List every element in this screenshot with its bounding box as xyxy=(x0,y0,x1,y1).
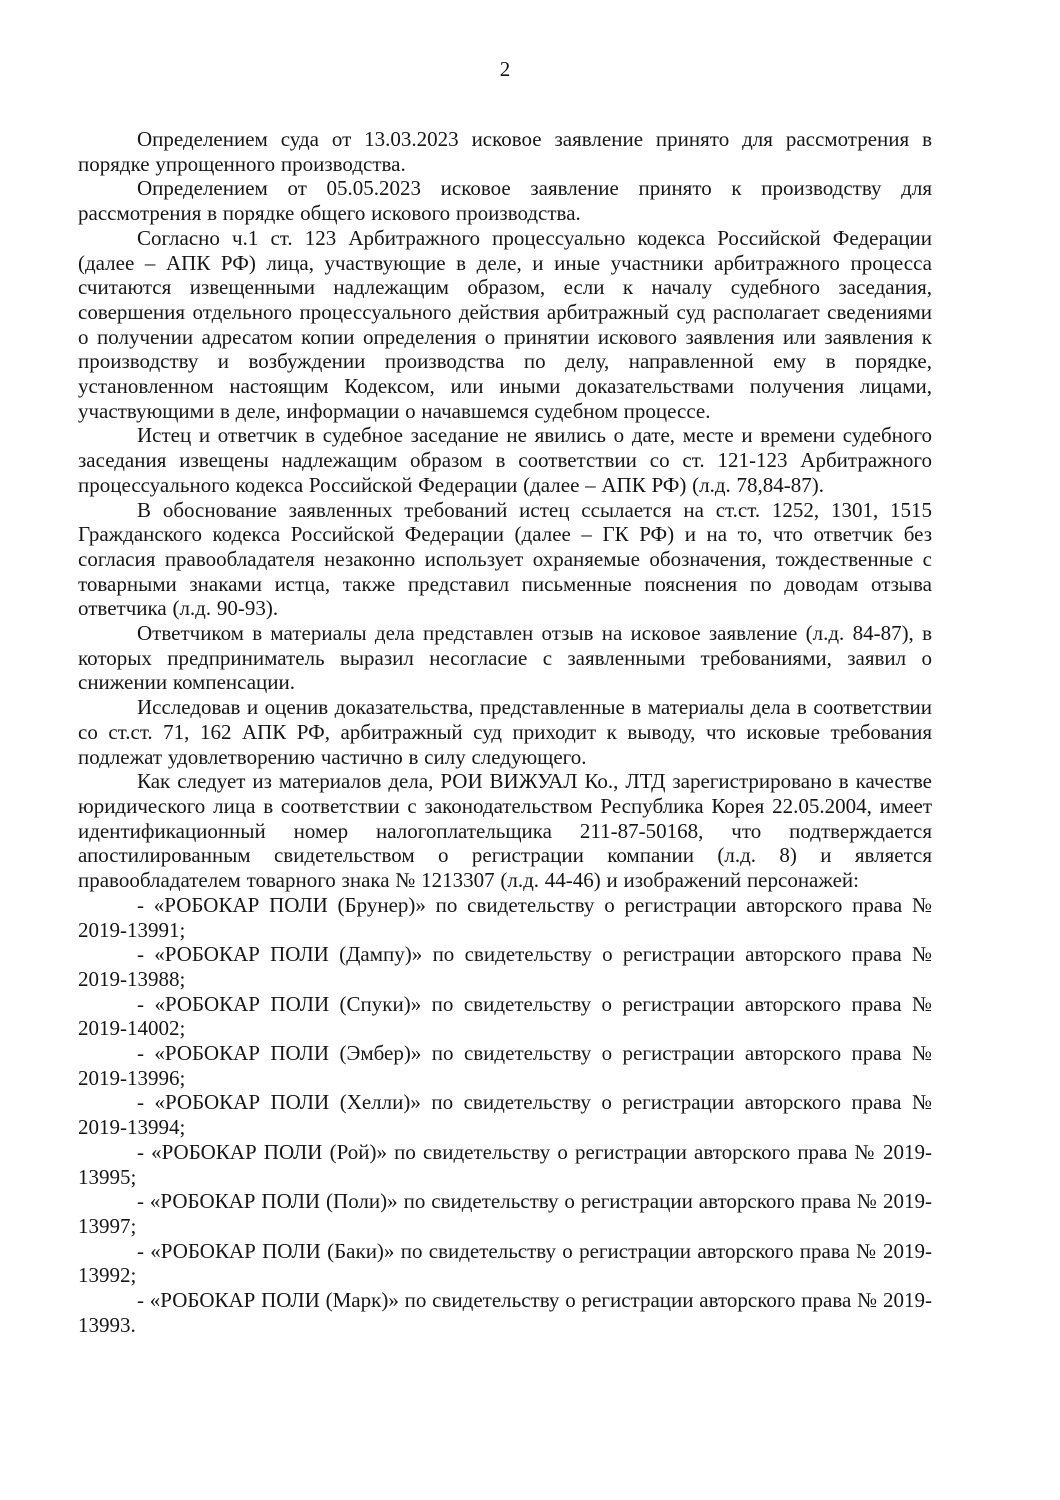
paragraph: Ответчиком в материалы дела представлен отзыв на исковое заявление (л.д. 84-87), в которых предприниматель выразил несогласие с заявленными требованиями, заявил о снижении компенсации. xyxy=(78,621,932,695)
paragraph: - «РОБОКАР ПОЛИ (Баки)» по свидетельству о регистрации авторского права № 2019-13992; xyxy=(78,1238,932,1288)
paragraph: Определением от 05.05.2023 исковое заявление принято к производству для рассмотрения в порядке общего искового производства. xyxy=(78,176,932,226)
paragraph: - «РОБОКАР ПОЛИ (Брунер)» по свидетельству о регистрации авторского права № 2019-13991; xyxy=(78,892,932,942)
page-number: 2 xyxy=(499,57,511,81)
paragraph: Определением суда от 13.03.2023 исковое заявление принято для рассмотрения в порядке упрощенного производства. xyxy=(78,127,932,176)
paragraph: - «РОБОКАР ПОЛИ (Марк)» по свидетельству о регистрации авторского права № 2019-13993. xyxy=(78,1288,932,1337)
paragraph: - «РОБОКАР ПОЛИ (Рой)» по свидетельству о регистрации авторского права № 2019-13995; xyxy=(78,1139,932,1189)
paragraph: - «РОБОКАР ПОЛИ (Спуки)» по свидетельству о регистрации авторского права № 2019-14002; xyxy=(78,991,932,1041)
paragraph: - «РОБОКАР ПОЛИ (Поли)» по свидетельству о регистрации авторского права № 2019-13997; xyxy=(78,1189,932,1238)
paragraph: - «РОБОКАР ПОЛИ (Дампу)» по свидетельству о регистрации авторского права № 2019-13988; xyxy=(78,942,932,991)
paragraph: Истец и ответчик в судебное заседание не явились о дате, месте и времени судебного заседания извещены надлежащим образом в соответствии со ст. 121-123 Арбитражного процессуального кодекса Российской Федерации (далее – АПК РФ) (л.д. 78,84-87). xyxy=(78,423,932,497)
paragraph: - «РОБОКАР ПОЛИ (Эмбер)» по свидетельству о регистрации авторского права № 2019-13996; xyxy=(78,1041,932,1090)
paragraph: Как следует из материалов дела, РОИ ВИЖУАЛ Ко., ЛТД зарегистрировано в качестве юридического лица в соответствии с законодательством Республика Корея 22.05.2004, имеет идентификационный номер налогоплательщика 211-87-50168, что подтверждается апостилированным свидетельством о регистрации компании (л.д. 8) и является правообладателем товарного знака № 1213307 (л.д. 44-46) и изображений персонажей: xyxy=(78,769,932,893)
document-body xyxy=(78,127,932,1337)
paragraph: Исследовав и оценив доказательства, представленные в материалы дела в соответствии со ст.ст. 71, 162 АПК РФ, арбитражный суд приходит к выводу, что исковые требования подлежат удовлетворению частично в силу следующего. xyxy=(78,695,932,769)
paragraph: - «РОБОКАР ПОЛИ (Хелли)» по свидетельству о регистрации авторского права № 2019-13994; xyxy=(78,1090,932,1140)
paragraph: В обоснование заявленных требований истец ссылается на ст.ст. 1252, 1301, 1515 Гражданского кодекса Российской Федерации (далее – ГК РФ) и на то, что ответчик без согласия правообладателя незаконно использует охраняемые обозначения, тождественные с товарными знаками истца, также представил письменные пояснения по доводам отзыва ответчика (л.д. 90-93). xyxy=(78,497,932,621)
paragraph: Согласно ч.1 ст. 123 Арбитражного процессуально кодекса Российской Федерации (далее – АПК РФ) лица, участвующие в деле, и иные участники арбитражного процесса считаются извещенными надлежащим образом, если к началу судебного заседания, совершения отдельного процессуального действия арбитражный суд располагает сведениями о получении адресатом копии определения о принятии искового заявления или заявления к производству и возбуждении производства по делу, направленной ему в порядке, установленном настоящим Кодексом, или иными доказательствами получения лицами, участвующими в деле, информации о начавшемся судебном процессе. xyxy=(78,225,932,423)
